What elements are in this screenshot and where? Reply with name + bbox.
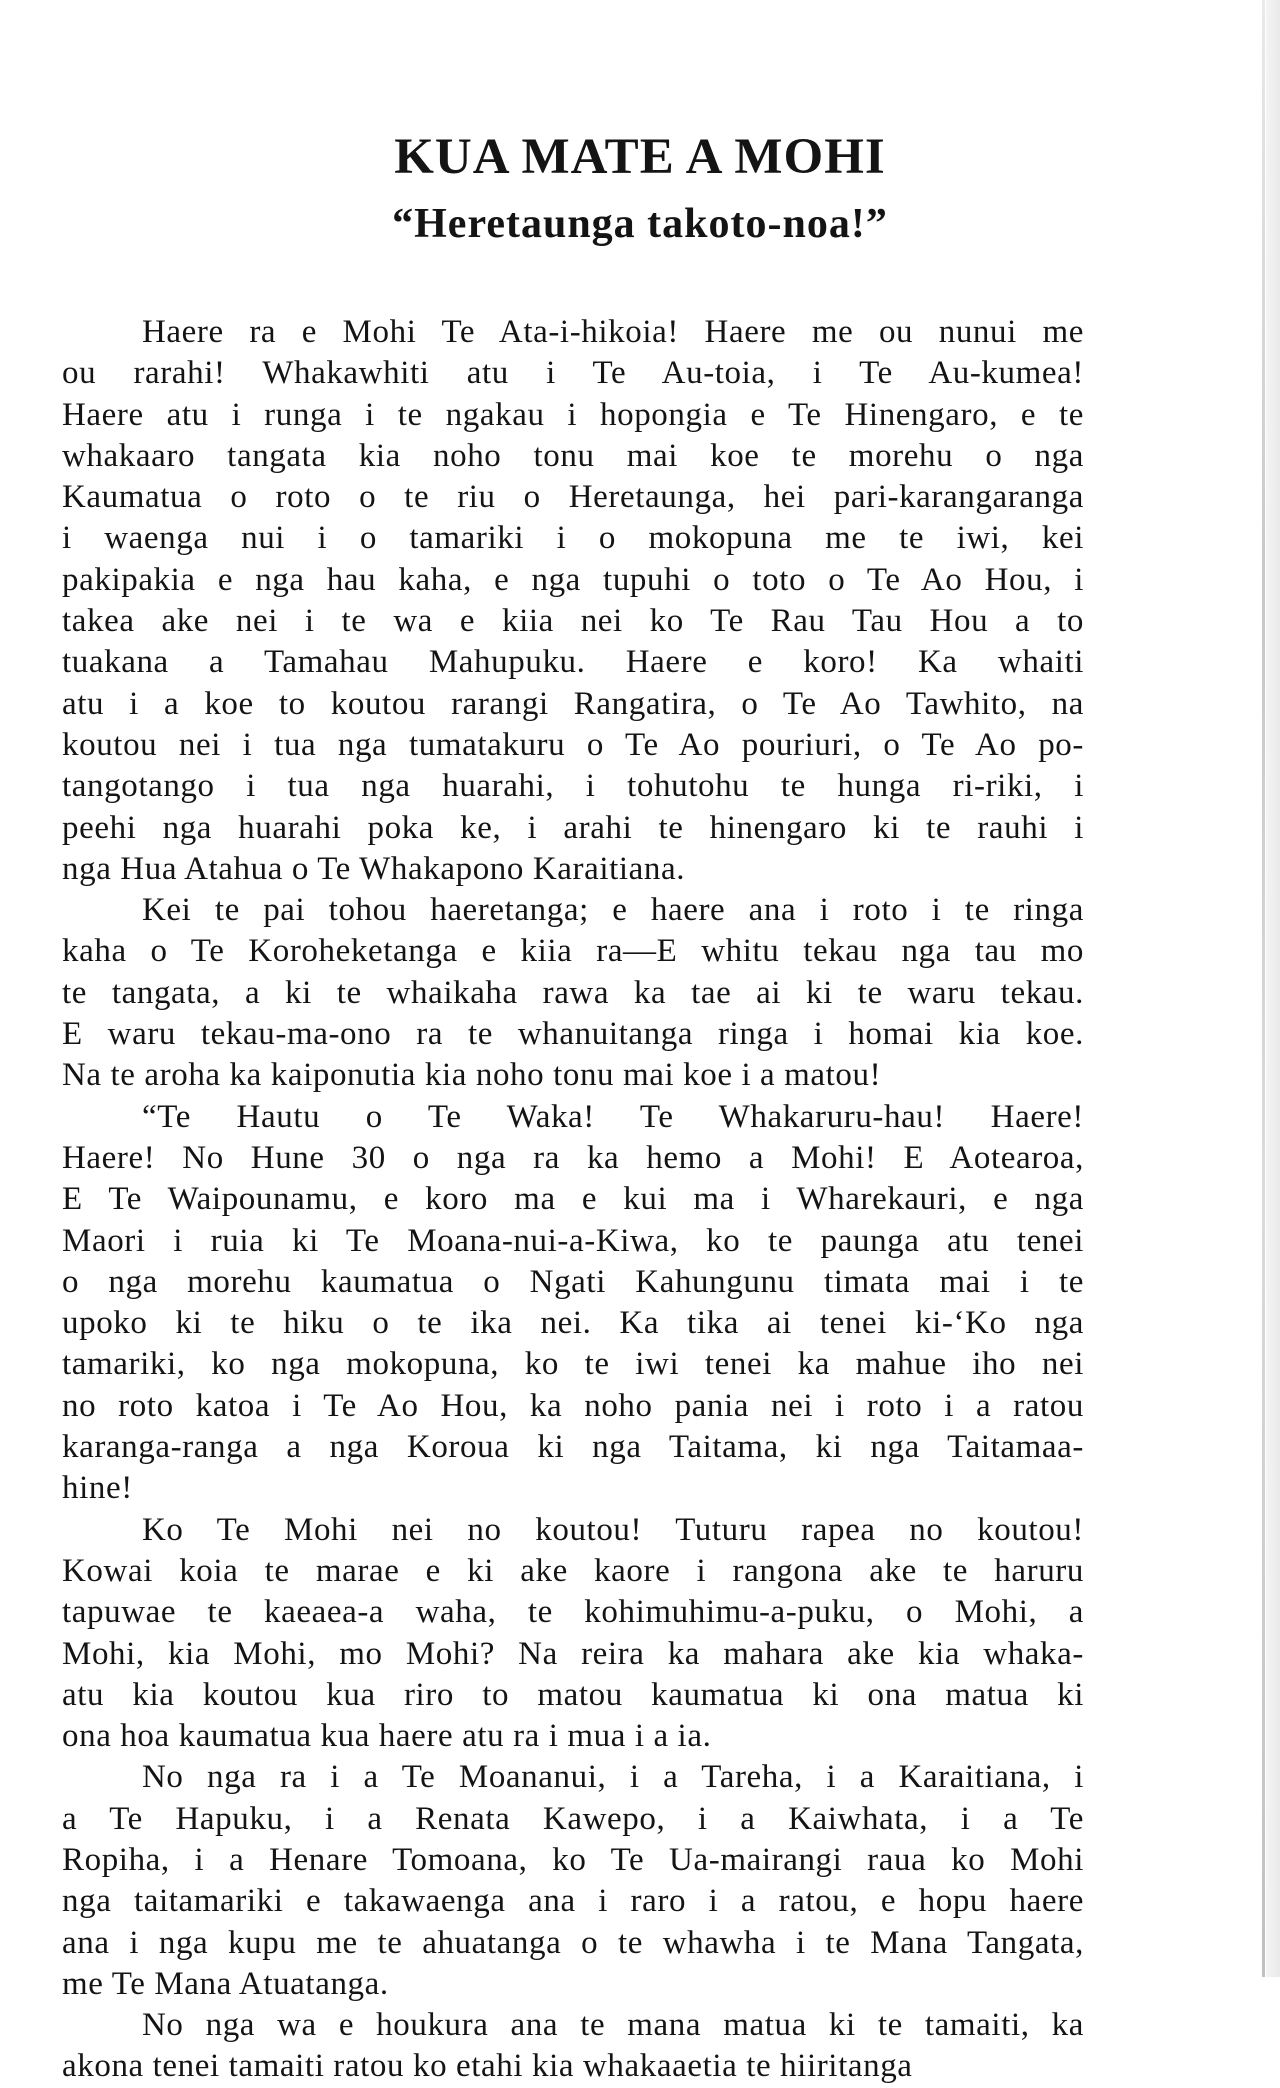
body-line: nga Hua Atahua o Te Whakapono Karaitiana. <box>62 850 686 887</box>
body-line: Maori i ruia ki Te Moana-nui-a-Kiwa, ko te paunga atu tenei <box>62 1222 1084 1259</box>
body-line: atu kia koutou kua riro to matou kaumatua ki ona matua ki <box>62 1676 1084 1713</box>
body-line: karanga-ranga a nga Koroua ki nga Taitama, ki nga Taitamaa- <box>62 1429 1084 1466</box>
body-line: ana i nga kupu me te ahuatanga o te whawha i te Mana Tangata, <box>62 1924 1084 1961</box>
body-line: akona tenei tamaiti ratou ko etahi kia whakaaetia te hiiritanga <box>62 2048 913 2085</box>
body-line: Haere ra e Mohi Te Ata-i-hikoia! Haere me ou nunui me <box>142 314 1084 350</box>
body-line: kaha o Te Koroheketanga e kiia ra—E whitu tekau nga tau mo <box>62 933 1084 970</box>
body-line: peehi nga huarahi poka ke, i arahi te hinengaro ki te rauhi i <box>62 809 1084 846</box>
body-line: a Te Hapuku, i a Renata Kawepo, i a Kaiwhata, i a Te <box>62 1800 1084 1837</box>
body-line: atu i a koe to koutou rarangi Rangatira, o Te Ao Tawhito, na <box>62 685 1084 722</box>
body-line: “Te Hautu o Te Waka! Te Whakaruru-hau! Haere! <box>142 1098 1084 1135</box>
body-line: Kowai koia te marae e ki ake kaore i rangona ake te haruru <box>62 1552 1084 1589</box>
body-line: tuakana a Tamahau Mahupuku. Haere e koro! Ka whaiti <box>62 644 1084 681</box>
article-title: KUA MATE A MOHI <box>394 129 886 185</box>
body-line: No nga ra i a Te Moananui, i a Tareha, i a Karaitiana, i <box>142 1759 1084 1796</box>
body-line: Mohi, kia Mohi, mo Mohi? Na reira ka mahara ake kia whaka- <box>62 1635 1084 1672</box>
body-line: Kaumatua o roto o te riu o Heretaunga, hei pari-karangaranga <box>62 479 1084 516</box>
body-line: o nga morehu kaumatua o Ngati Kahungunu timata mai i te <box>62 1263 1084 1300</box>
body-line: tapuwae te kaeaea-a waha, te kohimuhimu-a-puku, o Mohi, a <box>62 1594 1084 1631</box>
body-line: Ko Te Mohi nei no koutou! Tuturu rapea no koutou! <box>142 1511 1084 1548</box>
body-line: ou rarahi! Whakawhiti atu i Te Au-toia, i Te Au-kumea! <box>62 355 1084 392</box>
body-line: Kei te pai tohou haeretanga; e haere ana i roto i te ringa <box>142 892 1084 929</box>
body-line: Na te aroha ka kaiponutia kia noho tonu mai koe i a matou! <box>62 1057 882 1094</box>
body-line: Haere atu i runga i te ngakau i hopongia e Te Hinengaro, e te <box>62 396 1084 433</box>
body-line: Haere! No Hune 30 o nga ra ka hemo a Mohi! E Aotearoa, <box>62 1139 1084 1176</box>
page-spine-shadow <box>1266 0 1280 1977</box>
body-line: koutou nei i tua nga tumatakuru o Te Ao pouriuri, o Te Ao po- <box>62 726 1084 763</box>
body-line: ona hoa kaumatua kua haere atu ra i mua i a ia. <box>62 1718 712 1755</box>
body-line: te tangata, a ki te whaikaha rawa ka tae ai ki te waru tekau. <box>62 974 1084 1011</box>
body-line: me Te Mana Atuatanga. <box>62 1965 389 2002</box>
body-line: hine! <box>62 1470 133 1507</box>
body-line: tangotango i tua nga huarahi, i tohutohu te hunga ri-riki, i <box>62 768 1084 805</box>
article-subtitle: “Heretaunga takoto-noa!” <box>392 201 888 247</box>
body-line: no roto katoa i Te Ao Hou, ka noho pania nei i roto i a ratou <box>62 1387 1084 1424</box>
page-spine-edge <box>1262 0 1265 1977</box>
body-line: Ropiha, i a Henare Tomoana, ko Te Ua-mairangi raua ko Mohi <box>62 1841 1084 1878</box>
article-body <box>62 312 1084 2088</box>
body-line: upoko ki te hiku o te ika nei. Ka tika ai tenei ki-‘Ko nga <box>62 1305 1084 1342</box>
body-line: nga taitamariki e takawaenga ana i raro i a ratou, e hopu haere <box>62 1883 1084 1920</box>
body-line: E Te Waipounamu, e koro ma e kui ma i Wharekauri, e nga <box>62 1181 1084 1218</box>
body-line: tamariki, ko nga mokopuna, ko te iwi tenei ka mahue iho nei <box>62 1346 1084 1383</box>
body-line: takea ake nei i te wa e kiia nei ko Te Rau Tau Hou a to <box>62 603 1084 640</box>
body-line: E waru tekau-ma-ono ra te whanuitanga ringa i homai kia koe. <box>62 1016 1084 1053</box>
body-line: whakaaro tangata kia noho tonu mai koe te morehu o nga <box>62 437 1084 474</box>
body-line: No nga wa e houkura ana te mana matua ki te tamaiti, ka <box>142 2007 1084 2044</box>
body-line: pakipakia e nga hau kaha, e nga tupuhi o toto o Te Ao Hou, i <box>62 561 1084 598</box>
body-line: i waenga nui i o tamariki i o mokopuna me te iwi, kei <box>62 520 1084 557</box>
